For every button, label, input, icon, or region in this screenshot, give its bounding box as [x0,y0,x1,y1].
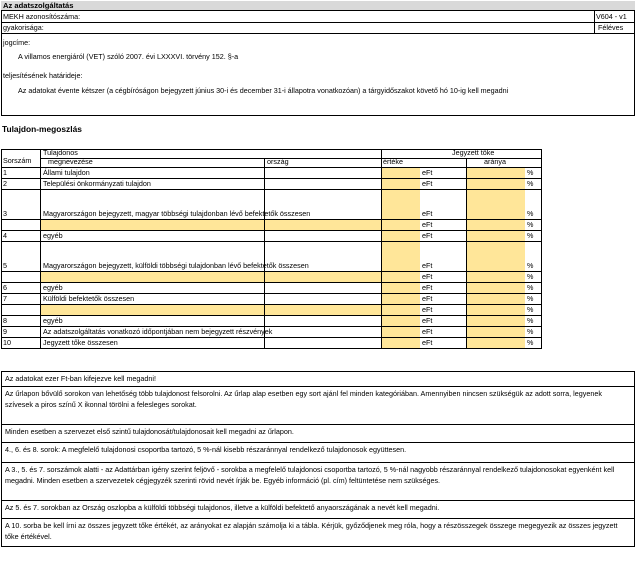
row-owner-name: Állami tulajdon [43,168,90,177]
row-number: 7 [3,294,7,303]
divider [1,282,541,283]
freq-label: gyakorisága: [3,23,44,32]
unit-percent: % [527,220,534,229]
unit-eft: eFt [422,168,433,177]
row-number: 1 [3,168,7,177]
row-number: 8 [3,316,7,325]
owner-name-input[interactable] [40,304,381,315]
form-title: Az adatszolgáltatás [1,1,635,11]
legal-value: A villamos energiáról (VET) szóló 2007. évi LXXXVI. törvény 152. §-a [18,52,239,61]
value-input[interactable] [381,230,420,241]
col-aranya: aránya [484,157,506,166]
row-number: 3 [3,209,7,218]
col-sorszam: Sorszám [3,156,32,165]
row-owner-name: Magyarországon bejegyzett, külföldi többségi tulajdonban lévő befektetők összesen [43,261,309,270]
deadline-value: Az adatokat évente kétszer (a cégbíróságon bejegyzett június 30-i és december 31-i állapotra vonatkozóan) a tárgyidőszakot követő hó 10-ig kell megadni [18,86,509,95]
value-input[interactable] [381,326,420,337]
row-number: 4 [3,231,7,240]
value-input[interactable] [381,315,420,326]
unit-percent: % [527,179,534,188]
instruction-note: Az űrlapon bővülő sorokon van lehetőség több tulajdonost felsorolni. Az űrlap alap esetben egy sort ajánl fel minden kategóriában. Amennyiben nincsen szükségük az adott sorra, legyenek szívesek a piros színű X ikonnal törölni a felesleges sorokat. [1,387,635,425]
unit-percent: % [527,209,534,218]
row-owner-name: Az adatszolgáltatás vonatkozó időpontjában nem bejegyzett részvények [43,327,273,336]
instruction-note: A 3., 5. és 7. sorszámok alatti - az Adattárban igény szerint feljövő - sorokba a megfelelő tulajdonosi csoportba tartozó, 5 %-nál nagyobb részaránnyal rendelkező tulajdonosokat egyenként kell megadni. Minden esetben a szervezetek cégjegyzék szerinti rövid nevét írják be. Egyéb információ (pl. cím) feltüntetése nem szükséges. [1,463,635,501]
unit-eft: eFt [422,272,433,281]
unit-percent: % [527,294,534,303]
share-input[interactable] [466,219,525,230]
instruction-note: Az 5. és 7. sorokban az Ország oszlopba a külföldi többségi tulajdonos, illetve a külföldi befektető anyaországának a nevét kell megadni. [1,501,635,519]
freq-value: Féléves [598,23,624,32]
value-input[interactable] [381,189,420,219]
value-input[interactable] [381,304,420,315]
col-orszag: ország [267,157,289,166]
mekh-label: MEKH azonosítószáma: [3,12,81,21]
unit-eft: eFt [422,209,433,218]
legal-label: jogcíme: [3,38,31,47]
unit-eft: eFt [422,338,433,347]
unit-percent: % [527,305,534,314]
row-owner-name: egyéb [43,283,63,292]
owner-name-input[interactable] [40,271,381,282]
share-input[interactable] [466,271,525,282]
owner-name-input[interactable] [40,219,381,230]
divider [1,315,541,316]
col-erteke: értéke [383,157,403,166]
col-tulajdonos: Tulajdonos [43,148,78,157]
unit-eft: eFt [422,305,433,314]
share-input[interactable] [466,326,525,337]
value-input[interactable] [381,241,420,271]
row-owner-name: Települési önkormányzati tulajdon [43,179,151,188]
unit-percent: % [527,283,534,292]
unit-percent: % [527,231,534,240]
divider [1,271,541,272]
unit-percent: % [527,316,534,325]
row-owner-name: egyéb [43,231,63,240]
share-input[interactable] [466,337,525,348]
unit-eft: eFt [422,283,433,292]
divider [1,219,541,220]
unit-eft: eFt [422,179,433,188]
row-owner-name: Magyarországon bejegyzett, magyar többségi tulajdonban lévő befektetők összesen [43,209,311,218]
section-title: Tulajdon-megoszlás [2,124,82,134]
col-jegyzett-toke: Jegyzett tőke [452,148,495,157]
divider [40,149,41,348]
divider [1,189,541,190]
share-input[interactable] [466,315,525,326]
row-owner-name: Jegyzett tőke összesen [43,338,118,347]
unit-eft: eFt [422,327,433,336]
divider [1,304,541,305]
row-number: 5 [3,261,7,270]
row-number: 9 [3,327,7,336]
share-input[interactable] [466,241,525,271]
unit-percent: % [527,168,534,177]
divider [1,230,541,231]
value-input[interactable] [381,293,420,304]
unit-eft: eFt [422,261,433,270]
unit-percent: % [527,338,534,347]
value-input[interactable] [381,167,420,178]
divider [264,158,265,348]
share-input[interactable] [466,304,525,315]
row-number: 6 [3,283,7,292]
value-input[interactable] [381,271,420,282]
instruction-note: Az adatokat ezer Ft-ban kifejezve kell megadni! [1,371,635,387]
share-input[interactable] [466,189,525,219]
share-input[interactable] [466,178,525,189]
deadline-label: teljesítésének határideje: [3,71,83,80]
divider [466,158,467,348]
row-number: 2 [3,179,7,188]
unit-eft: eFt [422,220,433,229]
row-owner-name: egyéb [43,316,63,325]
unit-percent: % [527,261,534,270]
value-input[interactable] [381,282,420,293]
unit-eft: eFt [422,231,433,240]
share-input[interactable] [466,167,525,178]
instruction-note: A 10. sorba be kell írni az összes jegyzett tőke értékét, az arányokat ez alapján számolja ki a tábla. Kérjük, győződjenek meg róla, hogy a részösszegek összege megegyezik az összes jegyzett tőke értékével. [1,519,635,547]
unit-eft: eFt [422,316,433,325]
divider [1,149,2,349]
unit-eft: eFt [422,294,433,303]
mekh-value: V604 - v1 [596,12,627,21]
value-input[interactable] [381,178,420,189]
instruction-note: Minden esetben a szervezet első szintű tulajdonosát/tulajdonosait kell megadni az űrlapon. [1,425,635,443]
col-megnevezese: megnevezése [48,157,93,166]
row-number: 10 [3,338,11,347]
instruction-note: 4., 6. és 8. sorok: A megfelelő tulajdonosi csoportba tartozó, 5 %-nál kisebb részaránnyal rendelkező tulajdonosok együttesen. [1,443,635,463]
divider [1,241,541,242]
row-owner-name: Külföldi befektetők összesen [43,294,135,303]
share-input[interactable] [466,282,525,293]
share-input[interactable] [466,293,525,304]
share-input[interactable] [466,230,525,241]
value-input[interactable] [381,219,420,230]
divider [541,149,542,349]
divider [381,149,382,348]
value-input[interactable] [381,337,420,348]
unit-percent: % [527,272,534,281]
divider [1,348,541,349]
unit-percent: % [527,327,534,336]
